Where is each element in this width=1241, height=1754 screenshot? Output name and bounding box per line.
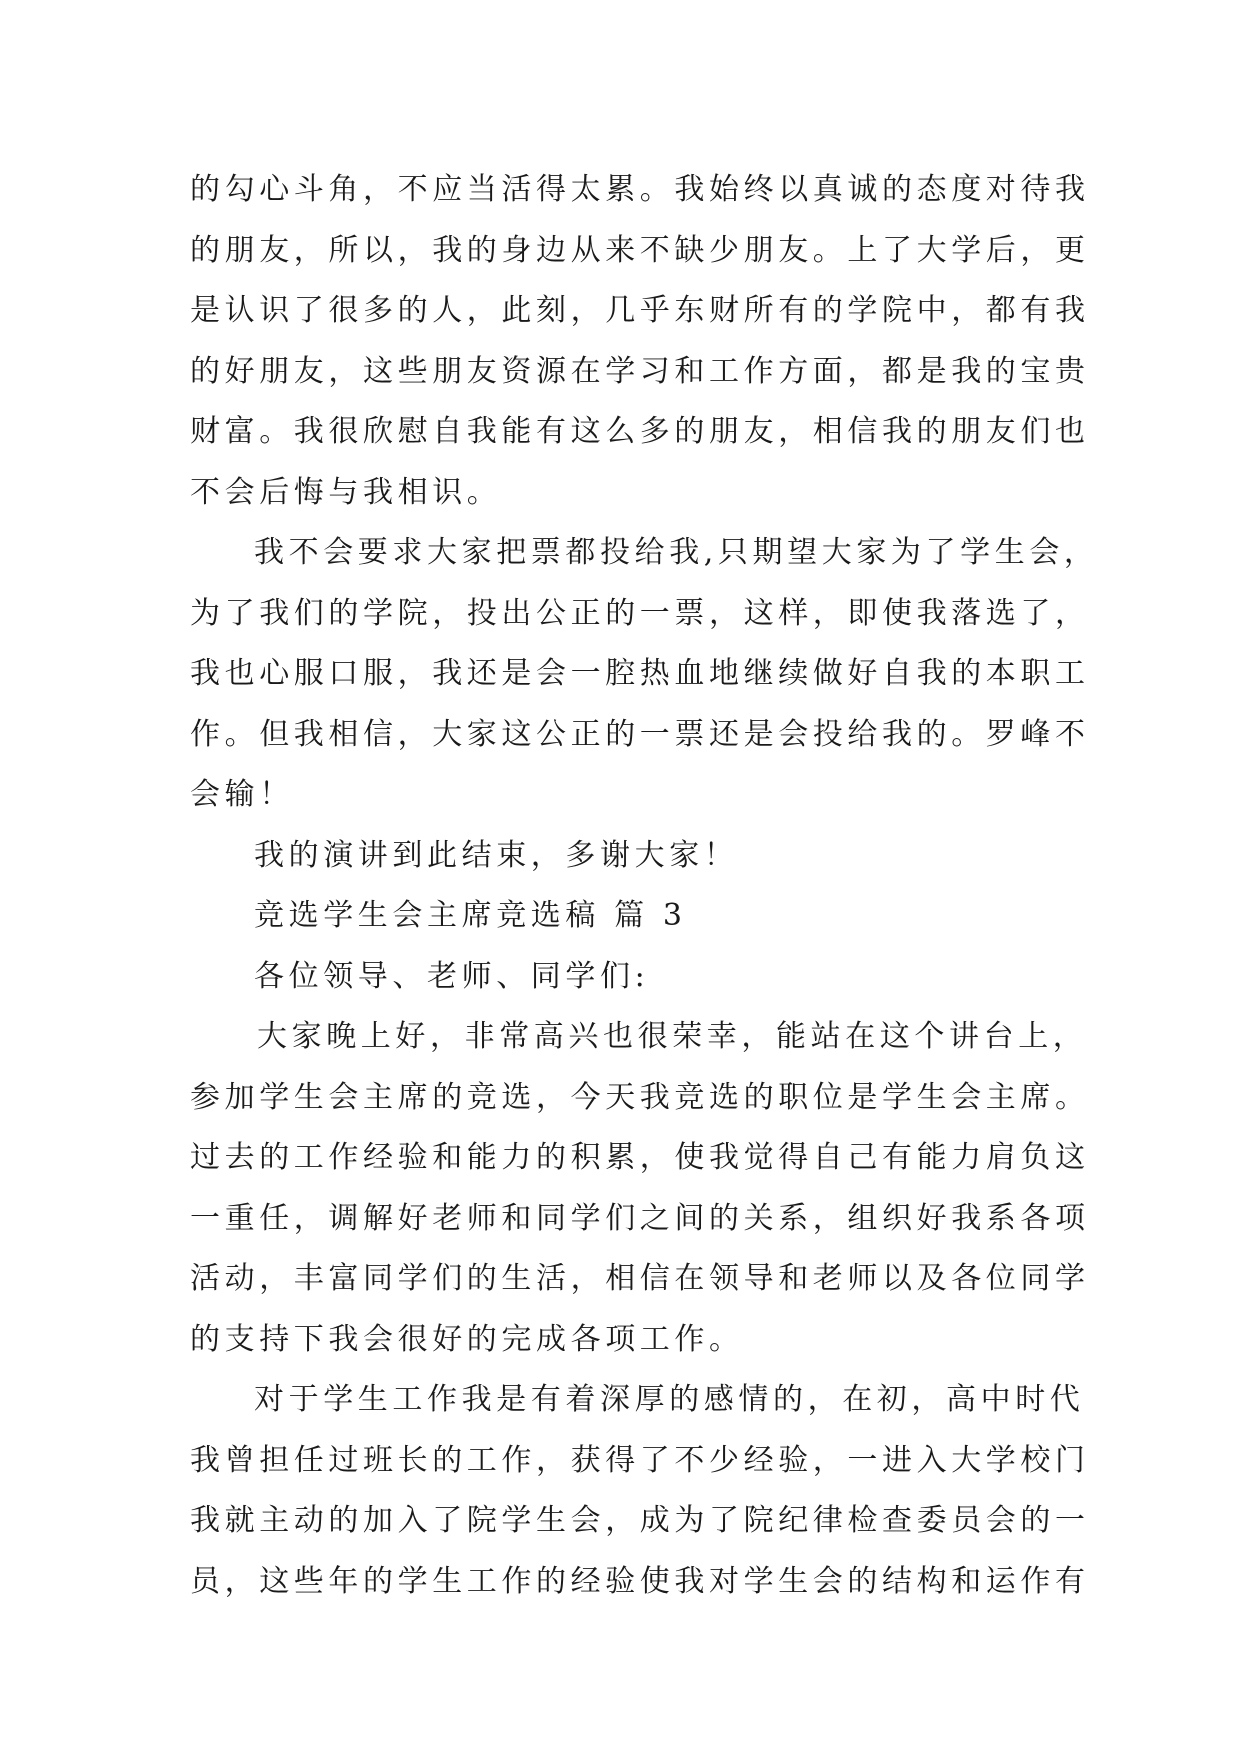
text-line: 财富。我很欣慰自我能有这么多的朋友，相信我的朋友们也 xyxy=(190,414,1090,449)
text-line: 员，这些年的学生工作的经验使我对学生会的结构和运作有 xyxy=(190,1563,1090,1599)
text-line: 会输！ xyxy=(190,777,294,812)
text-line: 对于学生工作我是有着深厚的感情的，在初，高中时代 xyxy=(254,1382,1085,1417)
text-line: 大家晚上好，非常高兴也很荣幸，能站在这个讲台上， xyxy=(257,1019,1088,1054)
text-line: 的朋友，所以，我的身边从来不缺少朋友。上了大学后，更 xyxy=(190,232,1090,268)
text-line: 是认识了很多的人，此刻，几乎东财所有的学院中，都有我 xyxy=(190,293,1090,328)
section-heading: 竞选学生会主席竞选稿 篇 3 xyxy=(254,898,687,933)
text-line: 的支持下我会很好的完成各项工作。 xyxy=(190,1321,744,1357)
text-line: 我的演讲到此结束，多谢大家！ xyxy=(254,837,739,873)
text-line: 我曾担任过班长的工作，获得了不少经验，一进入大学校门 xyxy=(190,1442,1090,1478)
text-line: 过去的工作经验和能力的积累，使我觉得自己有能力肩负这 xyxy=(190,1140,1090,1175)
text-line: 不会后悔与我相识。 xyxy=(190,474,502,510)
text-line: 我就主动的加入了院学生会，成为了院纪律检查委员会的一 xyxy=(190,1503,1090,1538)
text-line: 的勾心斗角，不应当活得太累。我始终以真诚的态度对待我 xyxy=(190,172,1090,207)
salutation: 各位领导、老师、同学们: xyxy=(254,958,650,994)
text-line: 我也心服口服，我还是会一腔热血地继续做好自我的本职工 xyxy=(190,656,1090,691)
text-line: 活动，丰富同学们的生活，相信在领导和老师以及各位同学 xyxy=(190,1261,1090,1296)
text-line: 一重任，调解好老师和同学们之间的关系，组织好我系各项 xyxy=(190,1200,1090,1236)
text-line: 为了我们的学院，投出公正的一票，这样，即使我落选了， xyxy=(190,595,1090,631)
text-line: 的好朋友，这些朋友资源在学习和工作方面，都是我的宝贵 xyxy=(190,353,1090,389)
text-line: 我不会要求大家把票都投给我,只期望大家为了学生会， xyxy=(254,535,1099,570)
text-line: 参加学生会主席的竞选，今天我竞选的职位是学生会主席。 xyxy=(190,1079,1090,1115)
document-body xyxy=(190,160,1099,1612)
text-line: 作。但我相信，大家这公正的一票还是会投给我的。罗峰不 xyxy=(190,716,1090,752)
